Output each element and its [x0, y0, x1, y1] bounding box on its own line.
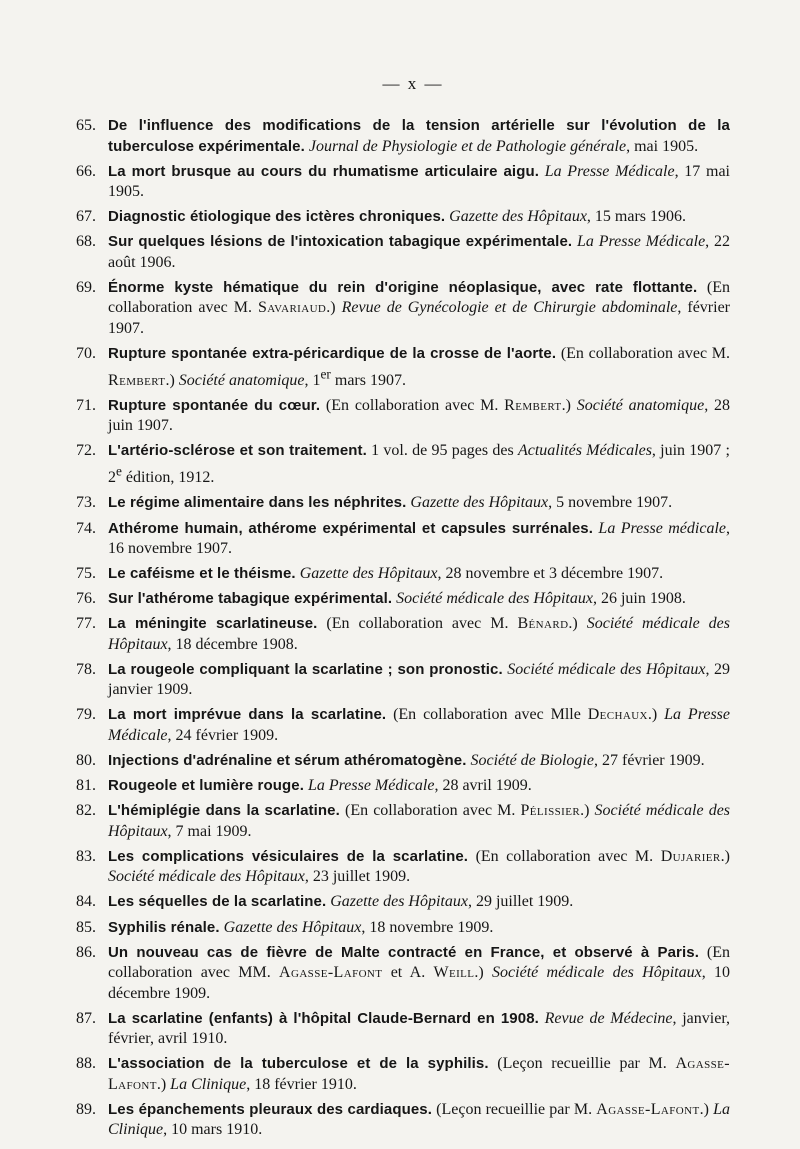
bibliography-entry	[76, 207, 730, 228]
entry-citation: Gazette des Hôpitaux, 15 mars 1906.	[449, 208, 687, 226]
entry-title: Les complications vésiculaires de la scarlatine.	[108, 847, 469, 865]
entry-title: Sur l'athérome tabagique expérimental.	[108, 590, 393, 608]
entry-citation: Société médicale des Hôpitaux, 26 juin 1908.	[396, 590, 686, 608]
bibliography-entry	[76, 564, 730, 585]
entry-number: 67.	[76, 208, 96, 226]
entry-body	[108, 918, 730, 939]
entry-number: 65.	[76, 117, 96, 134]
entry-citation: Gazette des Hôpitaux, 29 juillet 1909.	[330, 893, 574, 911]
entry-citation: (Leçon recueillie par M. Agasse-Lafont.) La Clinique, 18 février 1910.	[108, 1055, 730, 1093]
entry-body	[108, 441, 730, 488]
bibliography-entry	[76, 441, 730, 488]
entry-body	[108, 943, 730, 1005]
entry-citation: Gazette des Hôpitaux, 28 novembre et 3 décembre 1907.	[299, 565, 664, 583]
entry-body	[108, 519, 730, 560]
entry-title: Le caféisme et le théisme.	[108, 565, 296, 583]
entry-citation: (En collaboration avec M. Bénard.) Société médicale des Hôpitaux, 18 décembre 1908.	[108, 615, 731, 653]
entry-title: La rougeole compliquant la scarlatine ; son pronostic.	[108, 660, 503, 678]
entry-number: 69.	[76, 278, 96, 296]
entry-body	[108, 776, 730, 797]
entry-title: Syphilis rénale.	[108, 918, 220, 936]
entry-body	[108, 396, 730, 437]
entry-citation: (En collaboration avec M. Savariaud.) Revue de Gynécologie et de Chirurgie abdominale, février 1907.	[108, 278, 730, 337]
entry-number: 79.	[76, 706, 96, 724]
bibliography-entry	[76, 801, 730, 842]
entry-citation: (En collaboration avec M. Rembert.) Société anatomique, 1er mars 1907.	[108, 344, 730, 389]
entry-title: La mort imprévue dans la scarlatine.	[108, 706, 387, 724]
entry-citation: Société de Biologie, 27 février 1909.	[470, 752, 705, 770]
entry-body	[108, 1009, 730, 1050]
entry-body	[108, 1054, 730, 1095]
bibliography-entry	[76, 660, 730, 701]
entry-body	[108, 1100, 730, 1141]
entry-title: Rougeole et lumière rouge.	[108, 777, 304, 795]
entry-title: Énorme kyste hématique du rein d'origine néoplasique, avec rate flottante.	[108, 278, 698, 296]
entry-body	[108, 660, 730, 701]
entry-citation: La Presse Médicale, 22 août 1906.	[108, 233, 731, 271]
bibliography-entry	[76, 589, 730, 610]
bibliography-entry	[76, 614, 730, 655]
entry-number: 72.	[76, 442, 96, 460]
entry-title: Injections d'adrénaline et sérum athéromatogène.	[108, 752, 467, 770]
entry-citation: (En collaboration avec M. Rembert.) Société anatomique, 28 juin 1907.	[108, 396, 731, 435]
entry-body	[108, 614, 730, 655]
bibliography-entry	[76, 918, 730, 939]
entry-number: 80.	[76, 752, 96, 770]
entry-citation: (En collaboration avec M. Pélissier.) Société médicale des Hôpitaux, 7 mai 1909.	[108, 802, 731, 840]
entry-number: 73.	[76, 494, 96, 512]
entry-title: L'artério-sclérose et son traitement.	[108, 442, 367, 460]
entry-title: Diagnostic étiologique des ictères chroniques.	[108, 208, 446, 226]
entry-title: Les séquelles de la scarlatine.	[108, 893, 327, 911]
entry-number: 71.	[76, 396, 96, 414]
entry-citation: 1 vol. de 95 pages des Actualités Médicales, juin 1907 ; 2e édition, 1912.	[108, 442, 730, 487]
bibliography-entry	[76, 519, 730, 560]
bibliography-entry	[76, 493, 730, 514]
entry-number: 87.	[76, 1009, 96, 1027]
entry-number: 68.	[76, 233, 96, 251]
entry-citation: Société médicale des Hôpitaux, 29 janvier 1909.	[108, 660, 731, 699]
entry-number: 88.	[76, 1055, 96, 1073]
bibliography-entry	[76, 705, 730, 746]
entry-title: Athérome humain, athérome expérimental et capsules surrénales.	[108, 519, 593, 537]
bibliography-entry	[76, 1054, 730, 1095]
entry-number: 75.	[76, 565, 96, 583]
entry-title: Rupture spontanée du cœur.	[108, 396, 321, 414]
entry-body	[108, 751, 730, 772]
entry-body	[108, 232, 730, 273]
bibliography-entry	[76, 162, 730, 203]
entry-number: 66.	[76, 162, 96, 180]
bibliography-entry	[76, 776, 730, 797]
bibliography-entry	[76, 943, 730, 1005]
entry-body	[108, 892, 730, 913]
entry-number: 86.	[76, 943, 96, 961]
entry-number: 78.	[76, 660, 96, 678]
entry-title: La mort brusque au cours du rhumatisme articulaire aigu.	[108, 162, 539, 180]
bibliography-entry	[76, 751, 730, 772]
entry-citation: (Leçon recueillie par M. Agasse-Lafont.) La Clinique, 10 mars 1910.	[108, 1100, 730, 1139]
entry-body	[108, 493, 730, 514]
entry-number: 84.	[76, 893, 96, 911]
entry-body	[108, 278, 730, 340]
entry-number: 81.	[76, 777, 96, 795]
entry-citation: Gazette des Hôpitaux, 18 novembre 1909.	[223, 918, 494, 936]
bibliography-entry	[76, 1100, 730, 1141]
entry-title: La méningite scarlatineuse.	[108, 615, 318, 633]
entry-number: 76.	[76, 590, 96, 608]
entry-body	[108, 801, 730, 842]
entry-number: 85.	[76, 918, 96, 936]
entry-number: 89.	[76, 1100, 96, 1118]
entry-title: La scarlatine (enfants) à l'hôpital Claude-Bernard en 1908.	[108, 1009, 539, 1027]
entry-number: 83.	[76, 847, 96, 865]
entry-body	[108, 344, 730, 391]
entry-title: L'association de la tuberculose et de la syphilis.	[108, 1055, 489, 1073]
entry-citation: (En collaboration avec Mlle Dechaux.) La Presse Médicale, 24 février 1909.	[108, 706, 730, 744]
bibliography-entry	[76, 344, 730, 391]
entry-body	[108, 564, 730, 585]
entry-citation: Journal de Physiologie et de Pathologie générale, mai 1905.	[308, 137, 699, 155]
entry-body	[108, 705, 730, 746]
entry-title: Le régime alimentaire dans les néphrites.	[108, 494, 407, 512]
entry-title: Rupture spontanée extra-péricardique de la crosse de l'aorte.	[108, 344, 557, 362]
bibliography-entry	[76, 278, 730, 340]
entry-body	[108, 847, 730, 888]
entry-body	[108, 589, 730, 610]
entry-citation: La Presse médicale, 16 novembre 1907.	[108, 519, 731, 557]
page-header: — x —	[382, 74, 444, 93]
bibliography-entry	[76, 232, 730, 273]
entry-title: De l'influence des modifications de la tension artérielle sur l'évolution de la tuberculose expérimentale.	[108, 117, 730, 155]
entry-citation: La Presse Médicale, 28 avril 1909.	[307, 777, 532, 795]
entry-title: Sur quelques lésions de l'intoxication tabagique expérimentale.	[108, 233, 573, 251]
entry-citation: Revue de Médecine, janvier, février, avril 1910.	[108, 1009, 731, 1048]
bibliography-entry	[76, 396, 730, 437]
entry-number: 77.	[76, 615, 96, 633]
entry-number: 70.	[76, 344, 96, 362]
entry-body	[108, 162, 730, 203]
bibliography-list	[76, 116, 730, 1141]
bibliography-entry	[76, 892, 730, 913]
entry-number: 74.	[76, 519, 96, 537]
entry-citation: Gazette des Hôpitaux, 5 novembre 1907.	[410, 494, 673, 512]
entry-citation: (En collaboration avec M. Dujarier.) Société médicale des Hôpitaux, 23 juillet 1909.	[108, 847, 730, 886]
entry-number: 82.	[76, 802, 96, 820]
bibliography-entry	[76, 847, 730, 888]
entry-citation: La Presse Médicale, 17 mai 1905.	[108, 162, 730, 201]
entry-title: Les épanchements pleuraux des cardiaques.	[108, 1100, 432, 1118]
entry-title: Un nouveau cas de fièvre de Malte contracté en France, et observé à Paris.	[108, 943, 699, 961]
bibliography-entry	[76, 1009, 730, 1050]
entry-body	[108, 116, 730, 157]
bibliography-entry	[76, 116, 730, 157]
entry-title: L'hémiplégie dans la scarlatine.	[108, 802, 340, 820]
entry-body	[108, 207, 730, 228]
entry-citation: (En collaboration avec MM. Agasse-Lafont et A. Weill.) Société médicale des Hôpitaux, 10 décembre 1909.	[108, 943, 731, 1002]
